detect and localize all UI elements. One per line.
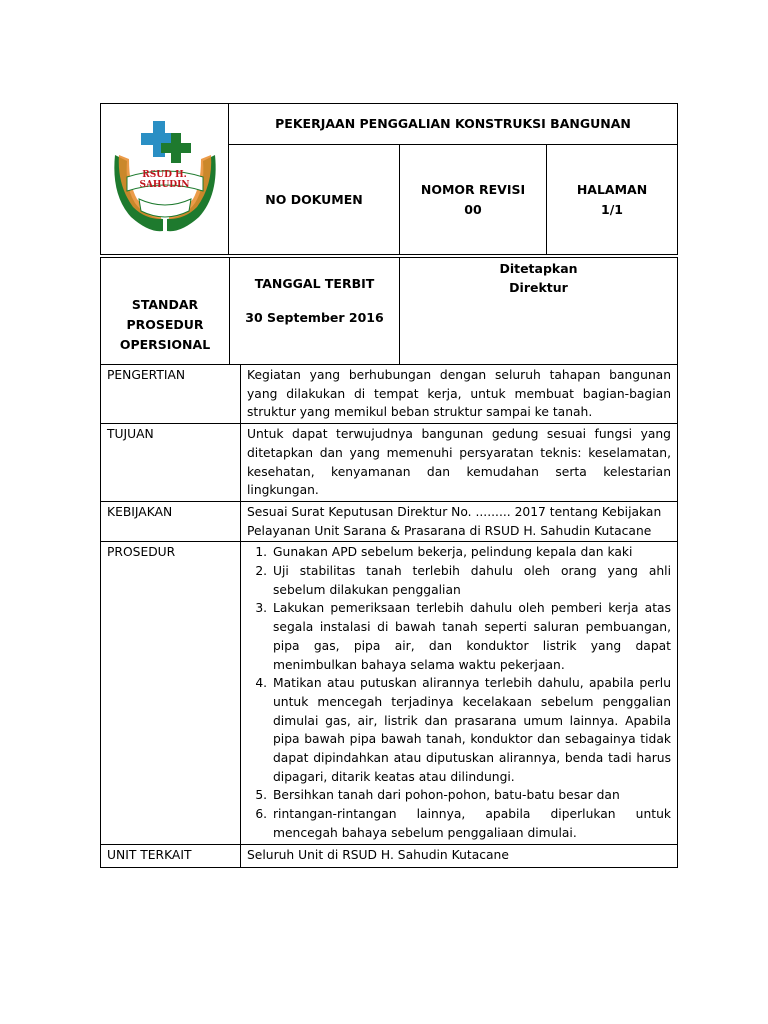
- tujuan-label: TUJUAN: [101, 424, 241, 502]
- prosedur-list: [251, 543, 671, 842]
- tujuan-text: Untuk dapat terwujudnya bangunan gedung sesuai fungsi yang ditetapkan dan yang memenuhi persyaratan teknis: keselamatan, kesehatan, kenyamanan dan kemudahan serta kelestarian lingkungan.: [241, 424, 678, 502]
- ditetapkan-line2: Direktur: [509, 280, 568, 295]
- standar-label-cell: [101, 258, 230, 365]
- document-header: [100, 103, 678, 255]
- prosedur-row: [101, 542, 678, 844]
- document-title: PEKERJAAN PENGGALIAN KONSTRUKSI BANGUNAN: [229, 104, 678, 145]
- halaman-label: HALAMAN: [576, 181, 648, 197]
- tujuan-row: [101, 424, 678, 502]
- pengertian-text: Kegiatan yang berhubungan dengan seluruh tahapan bangunan yang dilakukan di tempat kerja, untuk membuat bagian-bagian struktur yang memikul beban struktur sampai ke tanah.: [241, 365, 678, 424]
- prosedur-step: 3. Lakukan pemeriksaan terlebih dahulu oleh pemberi kerja atas segala instalasi di bawah tanah seperti saluran pembuangan, pipa gas, pipa air, dan konduktor listrik yang dapat menimbulkan bahaya selama waktu pekerjaan.: [271, 599, 671, 674]
- kebijakan-row: [101, 501, 678, 541]
- nomor-revisi-label: NOMOR REVISI: [420, 181, 526, 197]
- halaman-cell: [547, 145, 678, 255]
- logo-cell: [101, 104, 229, 255]
- halaman-value: 1/1: [601, 201, 623, 217]
- tanggal-terbit-value: 30 September 2016: [245, 310, 384, 325]
- prosedur-step: 1. Gunakan APD sebelum bekerja, pelindung kepala dan kaki: [271, 543, 671, 562]
- ditetapkan-line1: Ditetapkan: [499, 261, 578, 276]
- no-dokumen-cell: [229, 145, 400, 255]
- prosedur-step: 6. rintangan-rintangan lainnya, apabila diperlukan untuk mencegah bahaya sebelum penggaliaan dimulai.: [271, 805, 671, 842]
- unit-terkait-text: Seluruh Unit di RSUD H. Sahudin Kutacane: [241, 844, 678, 867]
- ditetapkan-cell: [400, 258, 678, 365]
- standar-block: [100, 257, 678, 365]
- sop-content-table: [100, 364, 678, 868]
- prosedur-step: 2. Uji stabilitas tanah terlebih dahulu oleh orang yang ahli sebelum dilakukan penggalian: [271, 562, 671, 599]
- pengertian-label: PENGERTIAN: [101, 365, 241, 424]
- prosedur-step: 4. Matikan atau putuskan alirannya terlebih dahulu, apabila perlu untuk mencegah terjadinya kecelakaan sebelum penggalian dimulai gas, air, listrik dan prasarana umum lainnya. Apabila pipa bawah pipa bawah tanah, konduktor dan sebagainya tidak dapat dipindahkan atau diputuskan alirannya, benda tadi harus dipagari, ditarik keatas atau dilindungi.: [271, 674, 671, 786]
- standar-label-line2: PROSEDUR: [126, 317, 204, 332]
- kebijakan-line2: Pelayanan Unit Sarana & Prasarana di RSUD H. Sahudin Kutacane: [247, 523, 652, 538]
- unit-terkait-row: [101, 844, 678, 867]
- kebijakan-label: KEBIJAKAN: [101, 501, 241, 541]
- standar-label-line1: STANDAR: [131, 297, 199, 312]
- nomor-revisi-value: 00: [464, 201, 482, 217]
- logo-text: RSUD H. SAHUDIN: [139, 169, 190, 190]
- prosedur-label: PROSEDUR: [101, 542, 241, 844]
- tanggal-terbit-label: TANGGAL TERBIT: [254, 276, 375, 291]
- nomor-revisi-cell: [400, 145, 547, 255]
- prosedur-step: 5. Bersihkan tanah dari pohon-pohon, batu-batu besar dan: [271, 786, 671, 805]
- prosedur-list-cell: [241, 542, 678, 844]
- kebijakan-line1: Sesuai Surat Keputusan Direktur No. ......... 2017 tentang Kebijakan: [247, 504, 662, 519]
- tanggal-terbit-cell: [230, 258, 400, 365]
- unit-terkait-label: UNIT TERKAIT: [101, 844, 241, 867]
- no-dokumen-label: NO DOKUMEN: [265, 191, 363, 207]
- kebijakan-text: [241, 501, 678, 541]
- pengertian-row: [101, 365, 678, 424]
- standar-label-line3: OPERSIONAL: [119, 337, 211, 352]
